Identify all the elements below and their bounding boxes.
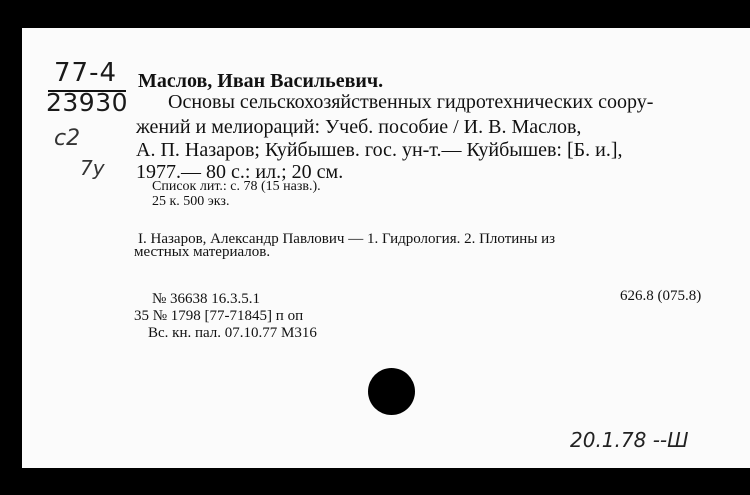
title-line-4: 1977.— 80 с.: ил.; 20 см. (136, 161, 344, 183)
chamber-number: Вс. кн. пал. 07.10.77 М316 (148, 325, 317, 341)
bibliography-note: Список лит.: с. 78 (15 назв.). (152, 179, 321, 194)
author-heading: Маслов, Иван Васильевич. (138, 70, 384, 92)
title-line-2: жений и мелиораций: Учеб. пособие / И. В. Маслов, (136, 116, 582, 138)
shelf-mark-top: 77-4 (54, 58, 118, 88)
catalog-card (22, 28, 750, 468)
handwritten-footer: 20.1.78 --Ш (570, 428, 689, 452)
registration-number: № 36638 16.3.5.1 (152, 291, 261, 307)
price-run: 25 к. 500 экз. (152, 194, 230, 209)
tracing-line-2: местных материалов. (134, 244, 271, 260)
handwritten-mark-2: 7y (80, 156, 105, 180)
handwritten-mark: c2 (54, 126, 81, 151)
title-line-1: Основы сельскохозяйственных гидротехнических соору- (168, 91, 654, 113)
card-punch-hole (368, 368, 415, 415)
tracing-line-1: I. Назаров, Александр Павлович — 1. Гидрология. 2. Плотины из (138, 231, 556, 247)
udc-classification: 626.8 (075.8) (620, 288, 702, 304)
shelf-mark-bottom: 23930 (46, 88, 129, 117)
title-line-3: А. П. Назаров; Куйбышев. гос. ун-т.— Куйбышев: [Б. и.], (136, 139, 623, 161)
order-number: 35 № 1798 [77-71845] п оп (134, 308, 304, 324)
